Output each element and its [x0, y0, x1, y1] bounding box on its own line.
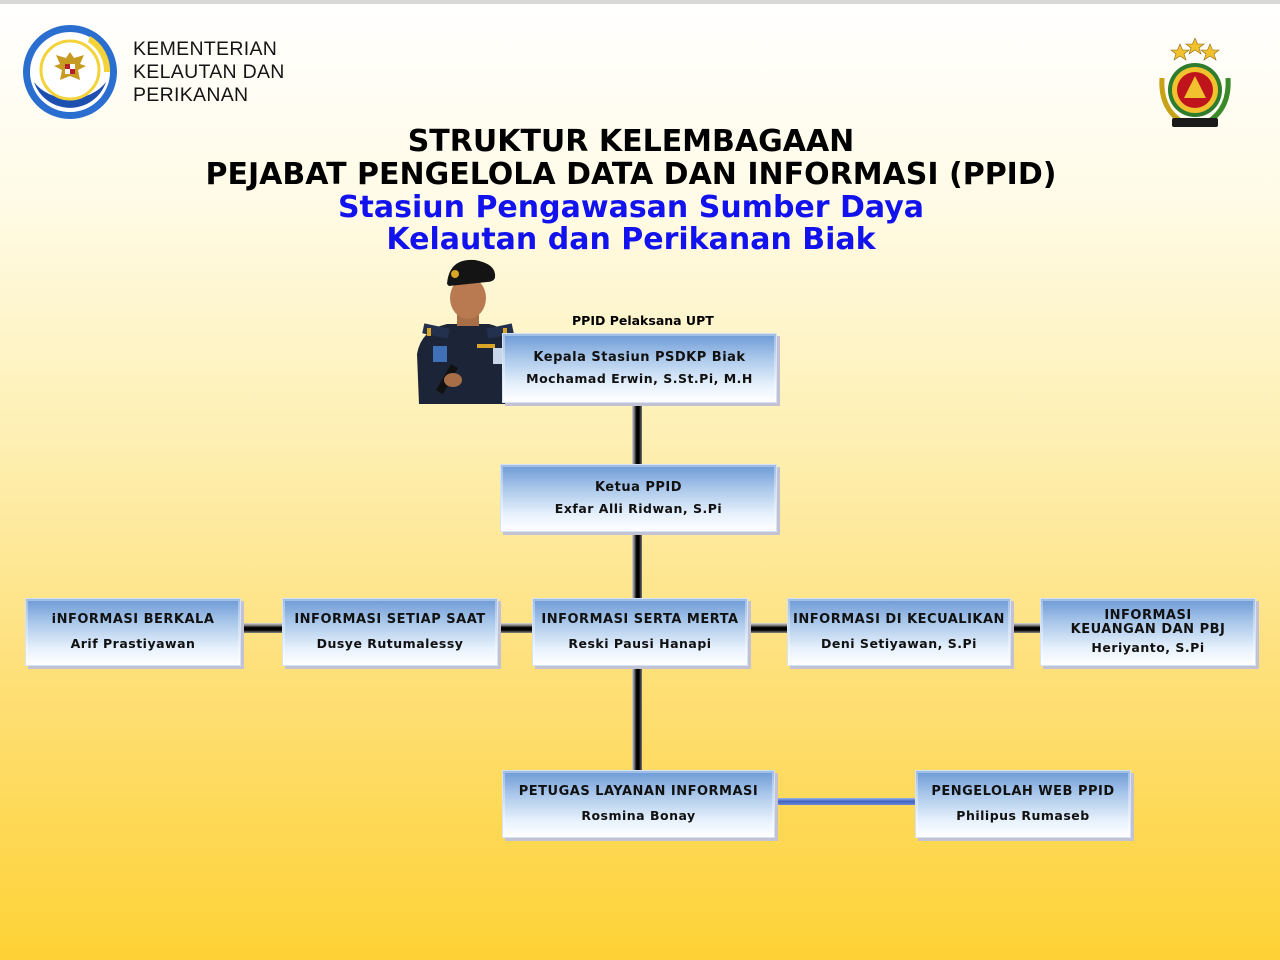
- org-box-role: INFORMASI DI KECUALIKAN: [793, 612, 1005, 627]
- connector-service-web: [774, 798, 916, 805]
- org-box-name: Arif Prastiyawan: [70, 636, 196, 651]
- connector-head-chair: [632, 402, 642, 466]
- org-box-informasi-berkala: [25, 598, 241, 666]
- ppid-lead-label: PPID Pelaksana UPT: [572, 313, 714, 328]
- ministry-name-line: KEMENTERIAN: [133, 38, 278, 60]
- title-line-2: PEJABAT PENGELOLA DATA DAN INFORMASI (PPID): [205, 157, 1057, 192]
- org-box-name: Reski Pausi Hanapi: [568, 636, 712, 651]
- ministry-name-line: PERIKANAN: [133, 84, 249, 106]
- org-box-informasi-serta-merta: [532, 598, 748, 666]
- org-box-name: Deni Setiyawan, S.Pi: [821, 636, 977, 651]
- org-box-role: PENGELOLAH WEB PPID: [931, 784, 1115, 799]
- top-border: [0, 0, 1280, 4]
- connector-units-service: [632, 665, 642, 773]
- org-box-name: Philipus Rumaseb: [956, 808, 1090, 823]
- org-box-head: [502, 333, 777, 403]
- psdkp-emblem: [1152, 38, 1238, 130]
- org-box-informasi-keuangan: [1040, 598, 1256, 666]
- title-line-1: STRUKTUR KELEMBAGAAN: [407, 124, 855, 159]
- org-box-name: Heriyanto, S.Pi: [1091, 639, 1205, 655]
- ministry-name-line: KELAUTAN DAN: [133, 61, 285, 83]
- org-box-name: Mochamad Erwin, S.St.Pi, M.H: [526, 370, 753, 386]
- org-box-role: INFORMASI SERTA MERTA: [541, 612, 739, 627]
- kkp-logo: [20, 22, 120, 122]
- title-line-4: Kelautan dan Perikanan Biak: [386, 222, 876, 257]
- org-box-informasi-dikecualikan: [787, 598, 1011, 666]
- org-box-chair: [500, 464, 777, 532]
- org-box-role: INFORMASI KEUANGAN DAN PBJ: [1070, 607, 1226, 637]
- ministry-name: [133, 38, 285, 107]
- org-box-pengelolah-web: [915, 770, 1131, 838]
- org-box-informasi-setiap-saat: [282, 598, 498, 666]
- org-box-role: Ketua PPID: [594, 479, 683, 495]
- org-box-role: INFORMASI SETIAP SAAT: [294, 612, 486, 627]
- org-box-name: Rosmina Bonay: [581, 808, 696, 823]
- org-box-role: iNFORMASI BERKALA: [51, 612, 215, 627]
- title-line-3: Stasiun Pengawasan Sumber Daya: [337, 190, 925, 225]
- org-box-petugas-layanan: [502, 770, 775, 838]
- connector-chair-units: [632, 531, 642, 601]
- org-box-role: Kepala Stasiun PSDKP Biak: [533, 349, 746, 365]
- org-box-role: PETUGAS LAYANAN INFORMASI: [518, 784, 759, 799]
- org-box-name: Dusye Rutumalessy: [316, 636, 464, 651]
- org-box-name: Exfar Alli Ridwan, S.Pi: [554, 500, 723, 516]
